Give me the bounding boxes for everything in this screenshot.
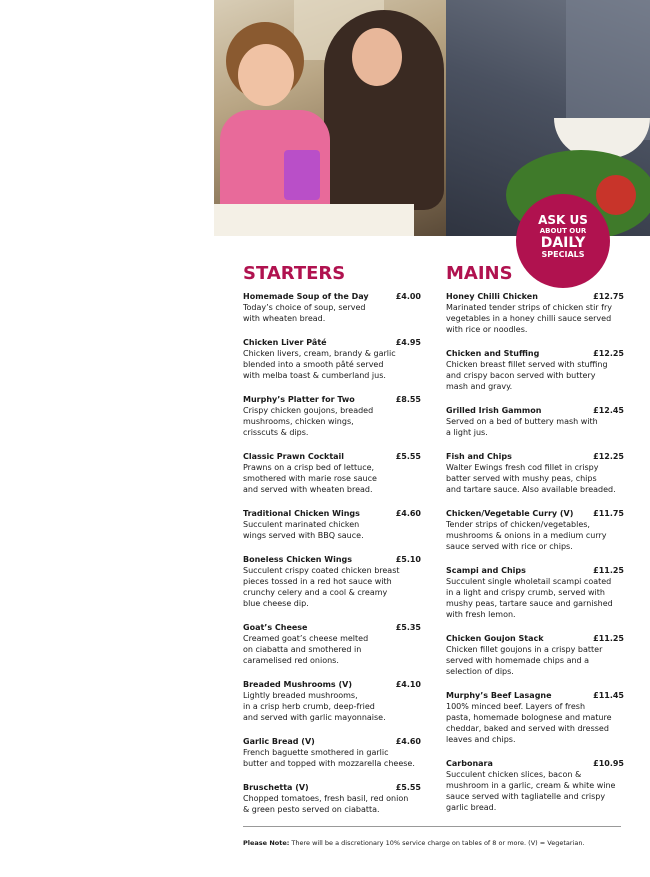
menu-item [243,394,421,438]
item-price: £11.25 [593,634,624,643]
drawing-paper [214,204,414,236]
item-description: Lightly breaded mushrooms, in a crisp herb crumb, deep-fried and served with garlic mayonnaise. [243,691,386,722]
item-name: Chicken Goujon Stack [446,634,544,643]
badge-line-2: ABOUT OUR [539,227,587,235]
menu-item [446,633,624,677]
note-label: Please Note: [243,839,290,847]
footer-divider [243,826,621,827]
badge-line-3: DAILY [540,235,586,251]
item-description: Served on a bed of buttery mash with a light jus. [446,417,598,437]
item-price: £4.00 [395,292,421,301]
item-description: Succulent marinated chicken wings served with BBQ sauce. [243,520,364,540]
item-price: £8.55 [395,395,421,404]
item-description: Chopped tomatoes, fresh basil, red onion & green pesto served on ciabatta. [243,794,409,814]
item-price: £12.45 [593,406,624,415]
item-price: £12.25 [593,349,624,358]
photo-mother-and-child [214,0,446,236]
item-name: Boneless Chicken Wings [243,555,353,564]
item-name: Bruschetta (V) [243,783,309,792]
item-description: 100% minced beef. Layers of fresh pasta, homemade bolognese and mature cheddar, baked and served with dressed leaves and chips. [446,702,612,744]
item-description: Chicken livers, cream, brandy & garlic blended into a smooth pâté served with melba toast & cumberland jus. [243,349,396,380]
item-description: Crispy chicken goujons, breaded mushrooms, chicken wings, crisscuts & dips. [243,406,374,437]
item-price: £4.60 [395,509,421,518]
item-price: £5.35 [395,623,421,632]
item-description: Succulent crispy coated chicken breast pieces tossed in a red hot sauce with crunchy celery and a cool & creamy blue cheese dip. [243,566,400,608]
starters-heading: STARTERS [243,263,346,284]
item-name: Murphy’s Beef Lasagne [446,691,552,700]
item-description: Marinated tender strips of chicken stir fry vegetables in a honey chilli sauce served with rice or noodles. [446,303,612,334]
item-name: Classic Prawn Cocktail [243,452,345,461]
service-charge-note [243,839,633,848]
tomato [596,175,636,215]
menu-item [243,554,421,609]
menu-item [243,291,421,324]
item-name: Garlic Bread (V) [243,737,315,746]
item-name: Breaded Mushrooms (V) [243,680,352,689]
item-description: Succulent single wholetail scampi coated in a light and crispy crumb, served with mushy peas, tartare sauce and garnished with fresh lemon. [446,577,613,619]
menu-item [446,565,624,620]
item-name: Fish and Chips [446,452,512,461]
item-description: Prawns on a crisp bed of lettuce, smothered with marie rose sauce and served with wheaten bread. [243,463,377,494]
badge-line-1: ASK US [538,213,588,227]
menu-item [243,451,421,495]
menu-item [446,451,624,495]
starters-list [243,291,421,828]
item-name: Murphy’s Platter for Two [243,395,355,404]
item-description: Succulent chicken slices, bacon & mushroom in a garlic, cream & white wine sauce served with tagliatelle and crispy garlic bread. [446,770,616,812]
item-name: Carbonara [446,759,493,768]
menu-item [446,758,624,813]
menu-item [243,508,421,541]
menu-item [243,736,421,769]
item-description: French baguette smothered in garlic butter and topped with mozzarella cheese. [243,748,415,768]
item-name: Scampi and Chips [446,566,526,575]
item-price: £5.55 [395,452,421,461]
item-description: Chicken fillet goujons in a crispy batter served with homemade chips and a selection of dips. [446,645,603,676]
item-price: £4.10 [395,680,421,689]
item-name: Goat’s Cheese [243,623,308,632]
mains-heading: MAINS [446,263,513,284]
item-description: Tender strips of chicken/vegetables, mushrooms & onions in a medium curry sauce served with rice or chips. [446,520,607,551]
badge-line-4: SPECIALS [541,250,585,259]
item-price: £10.95 [593,759,624,768]
item-price: £11.25 [593,566,624,575]
menu-item [243,679,421,723]
menu-item [446,405,624,438]
menu-item [243,622,421,666]
item-name: Chicken and Stuffing [446,349,540,358]
pencil-cup [284,150,320,200]
item-name: Chicken/Vegetable Curry (V) [446,509,574,518]
item-price: £11.45 [593,691,624,700]
item-price: £5.55 [395,783,421,792]
note-text: There will be a discretionary 10% service charge on tables of 8 or more. (V) = Vegetarian. [289,839,585,847]
menu-item [243,782,421,815]
item-description: Walter Ewings fresh cod fillet in crispy batter served with mushy peas, chips and tartare sauce. Also available breaded. [446,463,616,494]
item-price: £12.75 [593,292,624,301]
item-name: Traditional Chicken Wings [243,509,360,518]
item-price: £4.60 [395,737,421,746]
item-name: Chicken Liver Pâté [243,338,327,347]
item-name: Grilled Irish Gammon [446,406,542,415]
item-price: £4.95 [395,338,421,347]
item-name: Homemade Soup of the Day [243,292,369,301]
item-price: £11.75 [593,509,624,518]
item-price: £12.25 [593,452,624,461]
item-price: £5.10 [395,555,421,564]
item-name: Honey Chilli Chicken [446,292,538,301]
menu-item [446,291,624,335]
menu-item [243,337,421,381]
daily-specials-badge [516,194,610,288]
item-description: Chicken breast fillet served with stuffing and crispy bacon served with buttery mash and gravy. [446,360,608,391]
girl-face [238,44,294,106]
woman-face [352,28,402,86]
menu-item [446,508,624,552]
menu-item [446,690,624,745]
item-description: Today’s choice of soup, served with wheaten bread. [243,303,366,323]
mains-list [446,291,624,826]
item-description: Creamed goat’s cheese melted on ciabatta and smothered in caramelised red onions. [243,634,369,665]
menu-item [446,348,624,392]
